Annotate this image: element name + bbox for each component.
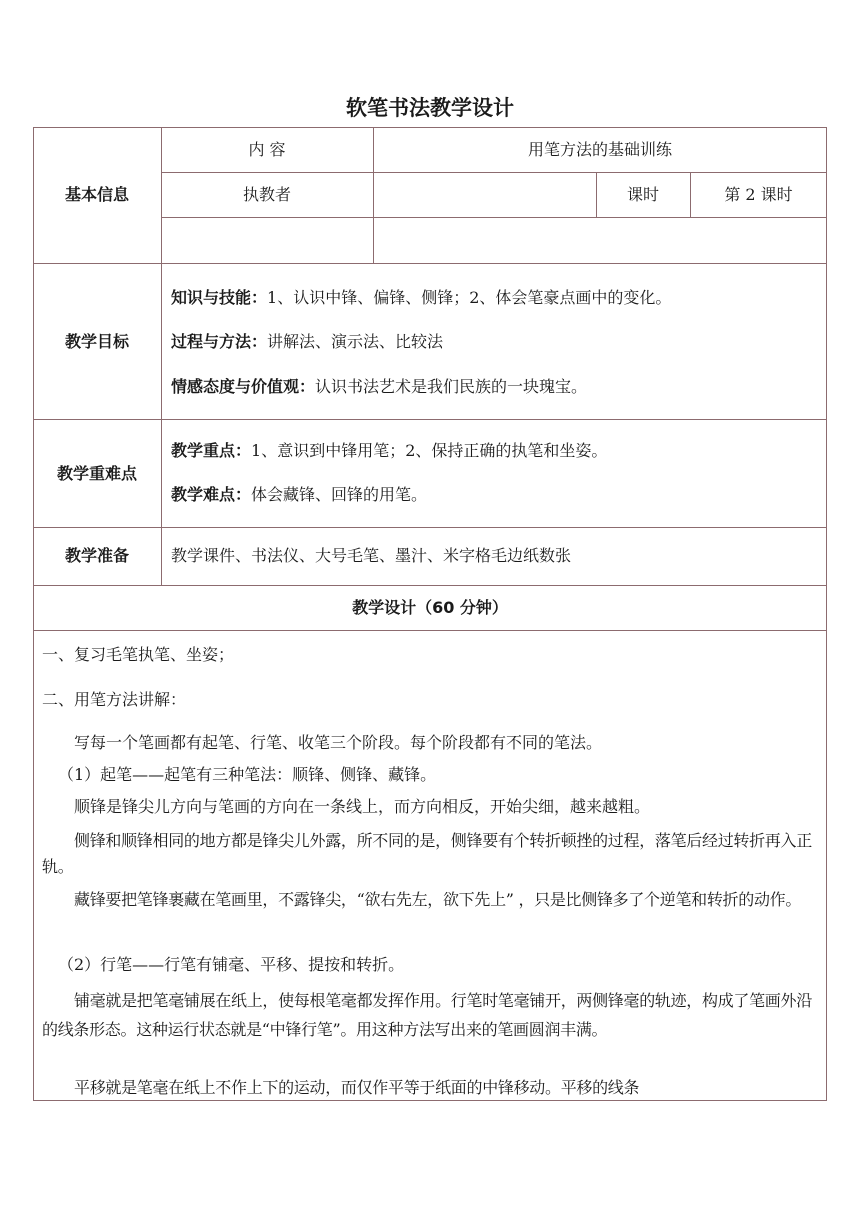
difficulty-label: 教学重难点 xyxy=(56,464,137,483)
design-paragraph: 顺锋是锋尖儿方向与笔画的方向在一条线上，而方向相反，开始尖细，越来越粗。 xyxy=(74,797,651,816)
design-paragraph: （2）行笔——行笔有铺毫、平移、提按和转折。 xyxy=(58,955,405,974)
goal-process xyxy=(171,331,821,353)
goal-knowledge xyxy=(171,287,821,309)
design-paragraph: 侧锋和顺锋相同的地方都是锋尖儿外露，所不同的是，侧锋要有个转折顿挫的过程，落笔后经过转折再入正轨。 xyxy=(42,831,812,876)
row-divider xyxy=(161,172,827,173)
table-border-bottom xyxy=(33,1100,827,1101)
table-border-top xyxy=(33,127,827,128)
design-paragraph: 藏锋要把笔锋裹藏在笔画里，不露锋尖，“欲右先左，欲下先上” ，只是比侧锋多了个逆笔和转折的动作。 xyxy=(74,890,802,909)
design-header: 教学设计（60 分钟） xyxy=(352,598,508,617)
content-label: 内 容 xyxy=(248,140,286,159)
row-divider xyxy=(33,263,827,264)
period-label: 课时 xyxy=(626,185,659,204)
teacher-label: 执教者 xyxy=(242,185,291,204)
row-divider xyxy=(33,585,827,586)
key-point xyxy=(171,440,821,462)
prep-label: 教学准备 xyxy=(64,546,129,565)
difficult-point xyxy=(171,484,821,506)
goal-knowledge-text: 1、认识中锋、偏锋、侧锋；2、体会笔豪点画中的变化。 xyxy=(267,288,672,307)
goal-knowledge-label: 知识与技能： xyxy=(171,288,268,307)
lesson-plan-table xyxy=(33,127,827,1101)
design-paragraph: 铺毫就是把笔毫铺展在纸上，使每根笔毫都发挥作用。行笔时笔毫铺开，两侧锋毫的轨迹，构成了笔画外沿的线条形态。这种运行状态就是“中锋行笔”。用这种方法写出来的笔画圆润丰满。 xyxy=(42,991,812,1039)
row-divider xyxy=(33,527,827,528)
design-paragraph: 写每一个笔画都有起笔、行笔、收笔三个阶段。每个阶段都有不同的笔法。 xyxy=(74,733,603,752)
basic-info-label: 基本信息 xyxy=(64,185,129,204)
prep-text: 教学课件、书法仪、大号毛笔、墨汁、米字格毛边纸数张 xyxy=(171,546,572,565)
goal-process-label: 过程与方法： xyxy=(171,332,268,351)
difficult-point-label: 教学难点： xyxy=(171,485,252,504)
content-value: 用笔方法的基础训练 xyxy=(527,140,672,159)
difficult-point-text: 体会藏锋、回锋的用笔。 xyxy=(251,485,428,504)
period-value: 第 2 课时 xyxy=(724,185,793,204)
goal-attitude xyxy=(171,376,821,398)
goal-process-text: 讲解法、演示法、比较法 xyxy=(267,332,444,351)
key-point-label: 教学重点： xyxy=(171,441,252,460)
key-point-text: 1、意识到中锋用笔；2、保持正确的执笔和坐姿。 xyxy=(251,441,608,460)
design-paragraph: 一、复习毛笔执笔、坐姿； xyxy=(42,645,235,664)
row-divider xyxy=(161,217,827,218)
page-title: 软笔书法教学设计 xyxy=(346,96,514,120)
design-paragraph: 平移就是笔毫在纸上不作上下的运动，而仅作平等于纸面的中锋移动。平移的线条 xyxy=(74,1078,640,1097)
goal-attitude-label: 情感态度与价值观： xyxy=(171,377,316,396)
design-paragraph: （1）起笔——起笔有三种笔法：顺锋、侧锋、藏锋。 xyxy=(58,765,437,784)
row-divider xyxy=(33,419,827,420)
design-paragraph: 二、用笔方法讲解： xyxy=(42,690,187,709)
goals-label: 教学目标 xyxy=(64,332,129,351)
goal-attitude-text: 认识书法艺术是我们民族的一块瑰宝。 xyxy=(315,377,588,396)
row-divider xyxy=(33,630,827,631)
